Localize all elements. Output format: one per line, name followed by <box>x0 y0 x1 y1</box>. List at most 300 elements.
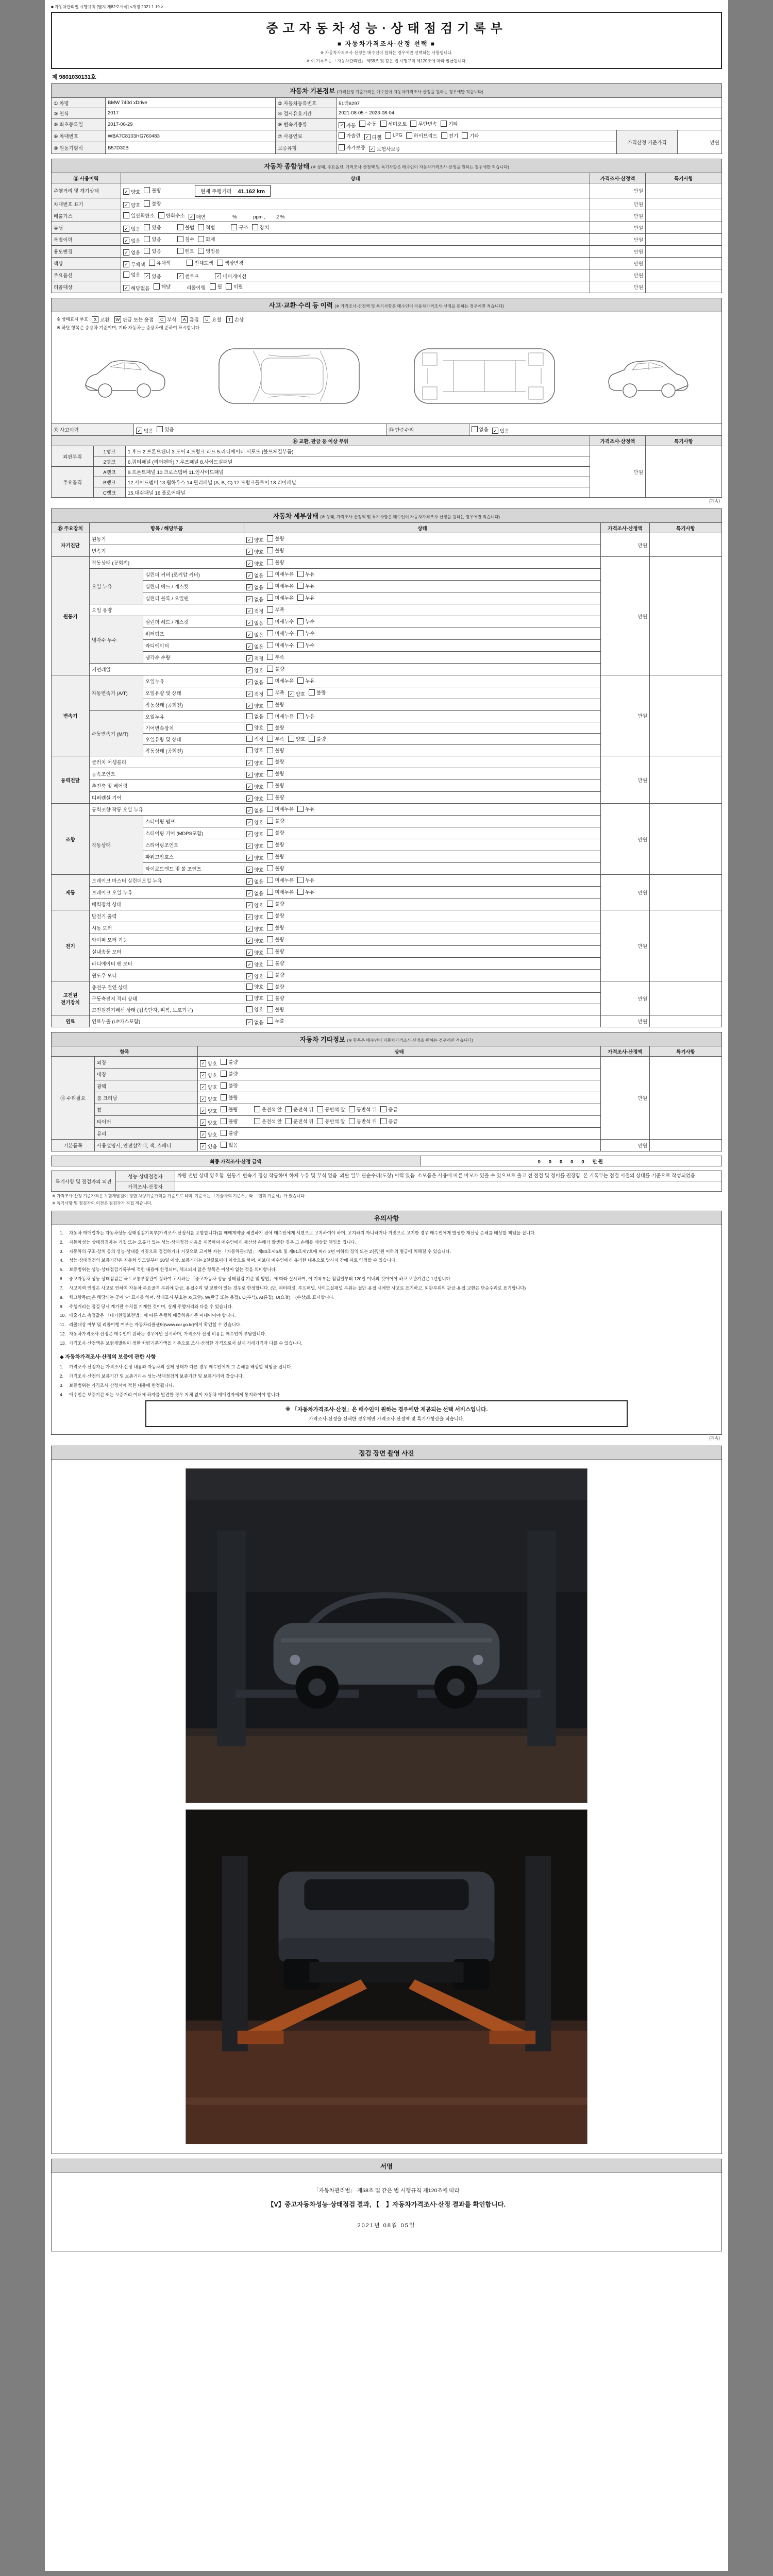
unchecked-checkbox[interactable] <box>246 713 253 719</box>
unchecked-checkbox[interactable] <box>267 770 273 776</box>
unchecked-checkbox[interactable] <box>267 936 273 942</box>
checkbox-option[interactable] <box>246 866 263 873</box>
checked-checkbox[interactable]: ✓ <box>246 537 253 543</box>
checkbox-option[interactable] <box>267 677 294 684</box>
checkbox-option[interactable] <box>123 249 140 256</box>
checkbox-option[interactable] <box>472 426 489 433</box>
unchecked-checkbox[interactable] <box>267 654 273 660</box>
checkbox-option[interactable] <box>198 235 215 243</box>
checkbox-option[interactable] <box>254 1117 282 1125</box>
checked-checkbox[interactable]: ✓ <box>200 1060 206 1066</box>
unchecked-checkbox[interactable] <box>297 642 304 648</box>
unchecked-checkbox[interactable] <box>267 677 273 684</box>
checkbox-option[interactable] <box>136 427 153 434</box>
unchecked-checkbox[interactable] <box>217 260 223 266</box>
unchecked-checkbox[interactable] <box>267 1006 273 1012</box>
unchecked-checkbox[interactable] <box>267 747 273 753</box>
checkbox-option[interactable] <box>246 994 263 1002</box>
unchecked-checkbox[interactable] <box>221 1130 227 1136</box>
checkbox-option[interactable] <box>380 1106 397 1113</box>
unchecked-checkbox[interactable] <box>297 583 304 589</box>
checkbox-option[interactable] <box>200 1143 217 1150</box>
checkbox-option[interactable] <box>297 677 314 684</box>
checkbox-option[interactable] <box>297 594 314 601</box>
checkbox-option[interactable] <box>221 1141 238 1148</box>
unchecked-checkbox[interactable] <box>246 724 253 731</box>
checkbox-option[interactable] <box>154 283 171 290</box>
unchecked-checkbox[interactable] <box>309 736 315 742</box>
checkbox-option[interactable] <box>210 283 222 290</box>
checked-checkbox[interactable]: ✓ <box>246 572 253 579</box>
checked-checkbox[interactable]: ✓ <box>246 643 253 650</box>
unchecked-checkbox[interactable] <box>267 630 273 636</box>
unchecked-checkbox[interactable] <box>144 224 150 230</box>
unchecked-checkbox[interactable] <box>297 713 304 719</box>
checked-checkbox[interactable]: ✓ <box>246 914 253 920</box>
checkbox-option[interactable] <box>231 224 248 231</box>
unchecked-checkbox[interactable] <box>198 224 204 230</box>
checked-checkbox[interactable]: ✓ <box>246 795 253 802</box>
checked-checkbox[interactable]: ✓ <box>246 584 253 590</box>
checkbox-option[interactable] <box>267 735 284 742</box>
checkbox-option[interactable] <box>297 876 314 884</box>
unchecked-checkbox[interactable] <box>246 747 253 753</box>
checkbox-option[interactable] <box>226 283 243 290</box>
checkbox-option[interactable] <box>246 937 263 944</box>
checkbox-option[interactable] <box>267 1006 284 1013</box>
checkbox-option[interactable] <box>187 259 213 266</box>
checkbox-option[interactable] <box>246 655 263 662</box>
unchecked-checkbox[interactable] <box>297 889 304 895</box>
checkbox-option[interactable] <box>267 936 284 943</box>
checkbox-option[interactable] <box>285 1117 313 1125</box>
unchecked-checkbox[interactable] <box>267 559 273 565</box>
checkbox-option[interactable] <box>267 558 284 566</box>
checkbox-option[interactable] <box>144 247 161 255</box>
checked-checkbox[interactable]: ✓ <box>246 938 253 944</box>
checkbox-option[interactable] <box>158 212 185 219</box>
checked-checkbox[interactable]: ✓ <box>123 202 129 208</box>
checkbox-option[interactable] <box>267 747 284 754</box>
checkbox-option[interactable] <box>200 1095 217 1103</box>
checked-checkbox[interactable]: ✓ <box>200 1096 206 1102</box>
checkbox-option[interactable] <box>221 1082 238 1089</box>
checkbox-option[interactable] <box>267 570 294 578</box>
checkbox-option[interactable] <box>246 679 263 686</box>
checked-checkbox[interactable]: ✓ <box>246 855 253 861</box>
checked-checkbox[interactable]: ✓ <box>123 261 129 267</box>
checked-checkbox[interactable]: ✓ <box>215 273 221 279</box>
checkbox-option[interactable] <box>267 947 284 955</box>
checked-checkbox[interactable]: ✓ <box>246 807 253 814</box>
checked-checkbox[interactable]: ✓ <box>369 146 375 152</box>
checked-checkbox[interactable]: ✓ <box>246 561 253 567</box>
checked-checkbox[interactable]: ✓ <box>246 549 253 555</box>
unchecked-checkbox[interactable] <box>267 972 273 978</box>
unchecked-checkbox[interactable] <box>267 758 273 765</box>
checked-checkbox[interactable]: ✓ <box>246 973 253 979</box>
checkbox-option[interactable] <box>246 902 263 909</box>
checkbox-option[interactable] <box>123 271 140 278</box>
unchecked-checkbox[interactable] <box>246 1006 253 1012</box>
checkbox-option[interactable] <box>267 876 294 884</box>
checkbox-option[interactable] <box>267 805 294 812</box>
checkbox-option[interactable] <box>267 653 284 660</box>
unchecked-checkbox[interactable] <box>254 1106 260 1112</box>
checkbox-option[interactable] <box>246 890 263 897</box>
checkbox-option[interactable] <box>246 961 263 968</box>
unchecked-checkbox[interactable] <box>246 984 253 990</box>
checkbox-option[interactable] <box>492 427 509 434</box>
unchecked-checkbox[interactable] <box>267 853 273 859</box>
checkbox-option[interactable] <box>123 284 150 292</box>
unchecked-checkbox[interactable] <box>221 1106 227 1112</box>
unchecked-checkbox[interactable] <box>297 877 304 883</box>
unchecked-checkbox[interactable] <box>380 1106 386 1112</box>
checkbox-option[interactable] <box>189 213 206 221</box>
unchecked-checkbox[interactable] <box>254 1118 260 1124</box>
checkbox-option[interactable] <box>339 132 361 139</box>
checkbox-option[interactable] <box>267 829 284 836</box>
unchecked-checkbox[interactable] <box>267 1018 273 1024</box>
checkbox-option[interactable] <box>441 132 458 139</box>
checkbox-option[interactable] <box>246 631 263 638</box>
unchecked-checkbox[interactable] <box>267 912 273 919</box>
checkbox-option[interactable] <box>309 689 326 696</box>
unchecked-checkbox[interactable] <box>267 724 273 731</box>
checked-checkbox[interactable]: ✓ <box>177 273 183 279</box>
checkbox-option[interactable] <box>215 273 246 280</box>
unchecked-checkbox[interactable] <box>221 1059 227 1065</box>
checkbox-option[interactable] <box>221 1070 238 1077</box>
unchecked-checkbox[interactable] <box>472 426 478 432</box>
unchecked-checkbox[interactable] <box>297 571 304 577</box>
checkbox-option[interactable] <box>349 1106 377 1113</box>
checkbox-option[interactable] <box>123 212 155 219</box>
unchecked-checkbox[interactable] <box>267 701 273 707</box>
checkbox-option[interactable] <box>177 224 194 231</box>
checkbox-option[interactable] <box>267 924 284 931</box>
checkbox-option[interactable] <box>200 1107 217 1114</box>
checkbox-option[interactable] <box>267 983 284 990</box>
checkbox-option[interactable] <box>144 187 161 194</box>
checkbox-option[interactable] <box>359 120 376 127</box>
unchecked-checkbox[interactable] <box>149 260 155 266</box>
checked-checkbox[interactable]: ✓ <box>123 249 129 256</box>
checkbox-option[interactable] <box>246 548 263 555</box>
checked-checkbox[interactable]: ✓ <box>246 691 253 697</box>
checkbox-option[interactable] <box>246 854 263 861</box>
unchecked-checkbox[interactable] <box>221 1094 227 1100</box>
checked-checkbox[interactable]: ✓ <box>123 189 129 195</box>
checked-checkbox[interactable]: ✓ <box>246 679 253 685</box>
unchecked-checkbox[interactable] <box>267 877 273 883</box>
unchecked-checkbox[interactable] <box>158 212 164 218</box>
checked-checkbox[interactable]: ✓ <box>246 961 253 968</box>
unchecked-checkbox[interactable] <box>221 1082 227 1089</box>
checkbox-option[interactable] <box>309 735 326 742</box>
checkbox-option[interactable] <box>267 793 284 801</box>
checkbox-option[interactable] <box>267 713 294 720</box>
checkbox-option[interactable] <box>267 841 284 848</box>
unchecked-checkbox[interactable] <box>226 283 232 290</box>
checkbox-option[interactable] <box>221 1106 238 1113</box>
checkbox-option[interactable] <box>246 584 263 591</box>
unchecked-checkbox[interactable] <box>339 144 345 150</box>
unchecked-checkbox[interactable] <box>317 1106 323 1112</box>
unchecked-checkbox[interactable] <box>157 426 163 432</box>
unchecked-checkbox[interactable] <box>267 794 273 800</box>
checkbox-option[interactable] <box>246 607 263 615</box>
checkbox-option[interactable] <box>200 1119 217 1126</box>
checkbox-option[interactable] <box>410 120 437 127</box>
checked-checkbox[interactable]: ✓ <box>144 273 150 279</box>
checkbox-option[interactable] <box>177 247 194 255</box>
unchecked-checkbox[interactable] <box>187 260 193 266</box>
unchecked-checkbox[interactable] <box>267 995 273 1001</box>
checkbox-option[interactable] <box>317 1106 345 1113</box>
checkbox-option[interactable] <box>267 1017 284 1024</box>
checkbox-option[interactable] <box>267 689 284 696</box>
checkbox-option[interactable] <box>267 900 284 907</box>
unchecked-checkbox[interactable] <box>267 889 273 895</box>
unchecked-checkbox[interactable] <box>177 236 183 242</box>
unchecked-checkbox[interactable] <box>267 948 273 954</box>
unchecked-checkbox[interactable] <box>406 132 412 139</box>
checked-checkbox[interactable]: ✓ <box>246 784 253 790</box>
checked-checkbox[interactable]: ✓ <box>246 843 253 849</box>
unchecked-checkbox[interactable] <box>285 1106 292 1112</box>
checkbox-option[interactable] <box>246 724 263 731</box>
checkbox-option[interactable] <box>297 888 314 895</box>
checked-checkbox[interactable]: ✓ <box>246 831 253 837</box>
checked-checkbox[interactable]: ✓ <box>246 772 253 778</box>
unchecked-checkbox[interactable] <box>297 595 304 601</box>
unchecked-checkbox[interactable] <box>462 132 468 139</box>
checked-checkbox[interactable]: ✓ <box>246 890 253 896</box>
checked-checkbox[interactable]: ✓ <box>136 428 142 434</box>
checkbox-option[interactable] <box>144 224 161 231</box>
unchecked-checkbox[interactable] <box>380 1118 386 1124</box>
unchecked-checkbox[interactable] <box>267 713 273 719</box>
checked-checkbox[interactable]: ✓ <box>200 1072 206 1078</box>
unchecked-checkbox[interactable] <box>339 132 345 139</box>
checkbox-option[interactable] <box>200 1083 217 1091</box>
checkbox-option[interactable] <box>123 201 140 209</box>
unchecked-checkbox[interactable] <box>221 1118 227 1124</box>
checked-checkbox[interactable]: ✓ <box>200 1131 206 1138</box>
unchecked-checkbox[interactable] <box>144 248 150 254</box>
unchecked-checkbox[interactable] <box>267 829 273 836</box>
checkbox-option[interactable] <box>267 782 284 789</box>
checked-checkbox[interactable]: ✓ <box>200 1084 206 1090</box>
checkbox-option[interactable] <box>144 235 161 243</box>
checkbox-option[interactable] <box>200 1060 217 1067</box>
checkbox-option[interactable] <box>288 735 305 742</box>
checked-checkbox[interactable]: ✓ <box>246 926 253 932</box>
checkbox-option[interactable] <box>297 582 314 589</box>
checkbox-option[interactable] <box>246 713 263 720</box>
checked-checkbox[interactable]: ✓ <box>246 902 253 908</box>
checked-checkbox[interactable]: ✓ <box>246 703 253 709</box>
checkbox-option[interactable] <box>267 594 294 601</box>
unchecked-checkbox[interactable] <box>317 1118 323 1124</box>
checked-checkbox[interactable]: ✓ <box>189 214 195 220</box>
checkbox-option[interactable] <box>123 225 140 232</box>
unchecked-checkbox[interactable] <box>267 642 273 648</box>
unchecked-checkbox[interactable] <box>349 1106 355 1112</box>
checkbox-option[interactable] <box>246 759 263 767</box>
checkbox-option[interactable] <box>288 690 305 698</box>
checked-checkbox[interactable]: ✓ <box>246 950 253 956</box>
checkbox-option[interactable] <box>267 971 284 978</box>
checkbox-option[interactable] <box>246 878 263 885</box>
checkbox-option[interactable] <box>349 1117 377 1125</box>
unchecked-checkbox[interactable] <box>123 212 129 218</box>
checkbox-option[interactable] <box>246 572 263 579</box>
checkbox-option[interactable] <box>217 259 244 266</box>
checked-checkbox[interactable]: ✓ <box>246 667 253 673</box>
checkbox-option[interactable] <box>246 771 263 778</box>
unchecked-checkbox[interactable] <box>177 224 183 230</box>
checkbox-option[interactable] <box>246 913 263 921</box>
unchecked-checkbox[interactable] <box>267 595 273 601</box>
checkbox-option[interactable] <box>246 560 263 567</box>
checked-checkbox[interactable]: ✓ <box>246 608 253 614</box>
unchecked-checkbox[interactable] <box>297 618 304 624</box>
checked-checkbox[interactable]: ✓ <box>246 760 253 766</box>
checkbox-option[interactable] <box>267 618 294 625</box>
checkbox-option[interactable] <box>297 618 314 625</box>
unchecked-checkbox[interactable] <box>267 535 273 541</box>
checkbox-option[interactable] <box>246 643 263 650</box>
checked-checkbox[interactable]: ✓ <box>246 878 253 885</box>
checkbox-option[interactable] <box>267 758 284 765</box>
unchecked-checkbox[interactable] <box>267 984 273 990</box>
checkbox-option[interactable] <box>144 273 161 280</box>
checkbox-option[interactable] <box>267 724 284 731</box>
checkbox-option[interactable] <box>198 247 220 255</box>
checkbox-option[interactable] <box>246 747 263 754</box>
checkbox-option[interactable] <box>297 641 314 649</box>
checkbox-option[interactable] <box>246 690 263 698</box>
unchecked-checkbox[interactable] <box>198 248 204 254</box>
checkbox-option[interactable] <box>246 596 263 603</box>
checkbox-option[interactable] <box>198 224 215 231</box>
checked-checkbox[interactable]: ✓ <box>246 596 253 602</box>
unchecked-checkbox[interactable] <box>267 841 273 848</box>
checkbox-option[interactable] <box>385 132 402 139</box>
checkbox-option[interactable] <box>380 1117 397 1125</box>
unchecked-checkbox[interactable] <box>267 960 273 966</box>
checkbox-option[interactable] <box>246 667 263 674</box>
checkbox-option[interactable] <box>254 1106 282 1113</box>
unchecked-checkbox[interactable] <box>267 583 273 589</box>
checkbox-option[interactable] <box>123 237 140 244</box>
checked-checkbox[interactable]: ✓ <box>123 238 129 244</box>
checkbox-option[interactable] <box>246 842 263 850</box>
checked-checkbox[interactable]: ✓ <box>364 134 371 140</box>
checked-checkbox[interactable]: ✓ <box>246 655 253 662</box>
unchecked-checkbox[interactable] <box>252 224 258 230</box>
unchecked-checkbox[interactable] <box>267 606 273 613</box>
checkbox-option[interactable] <box>267 701 284 708</box>
checkbox-option[interactable] <box>369 145 400 152</box>
checked-checkbox[interactable]: ✓ <box>246 1019 253 1025</box>
unchecked-checkbox[interactable] <box>297 677 304 684</box>
checkbox-option[interactable] <box>246 973 263 980</box>
checkbox-option[interactable] <box>246 619 263 626</box>
unchecked-checkbox[interactable] <box>246 995 253 1001</box>
checkbox-option[interactable] <box>267 630 294 637</box>
checkbox-option[interactable] <box>221 1094 238 1101</box>
checked-checkbox[interactable]: ✓ <box>246 620 253 626</box>
unchecked-checkbox[interactable] <box>441 132 447 139</box>
checked-checkbox[interactable]: ✓ <box>246 632 253 638</box>
unchecked-checkbox[interactable] <box>297 806 304 812</box>
checked-checkbox[interactable]: ✓ <box>200 1108 206 1114</box>
checkbox-option[interactable] <box>177 235 194 243</box>
checkbox-option[interactable] <box>267 994 284 1002</box>
unchecked-checkbox[interactable] <box>144 236 150 242</box>
checkbox-option[interactable] <box>285 1106 313 1113</box>
checkbox-option[interactable] <box>267 817 284 824</box>
checkbox-option[interactable] <box>221 1129 238 1137</box>
unchecked-checkbox[interactable] <box>123 272 129 278</box>
unchecked-checkbox[interactable] <box>267 818 273 824</box>
unchecked-checkbox[interactable] <box>288 736 294 742</box>
checkbox-option[interactable] <box>200 1131 217 1138</box>
checkbox-option[interactable] <box>157 426 174 433</box>
checked-checkbox[interactable]: ✓ <box>339 122 345 128</box>
unchecked-checkbox[interactable] <box>246 736 253 742</box>
checked-checkbox[interactable]: ✓ <box>246 819 253 825</box>
unchecked-checkbox[interactable] <box>154 283 160 290</box>
unchecked-checkbox[interactable] <box>267 924 273 930</box>
unchecked-checkbox[interactable] <box>144 187 150 193</box>
checkbox-option[interactable] <box>364 133 381 141</box>
checkbox-option[interactable] <box>246 1019 263 1026</box>
unchecked-checkbox[interactable] <box>267 806 273 812</box>
checkbox-option[interactable] <box>267 853 284 860</box>
unchecked-checkbox[interactable] <box>359 121 365 127</box>
unchecked-checkbox[interactable] <box>410 121 416 127</box>
checked-checkbox[interactable]: ✓ <box>200 1143 206 1149</box>
checkbox-option[interactable] <box>267 888 294 895</box>
unchecked-checkbox[interactable] <box>267 689 273 696</box>
checked-checkbox[interactable]: ✓ <box>288 691 294 697</box>
checkbox-option[interactable] <box>221 1058 238 1065</box>
unchecked-checkbox[interactable] <box>267 865 273 871</box>
unchecked-checkbox[interactable] <box>380 121 386 127</box>
checkbox-option[interactable] <box>462 132 479 139</box>
checkbox-option[interactable] <box>246 949 263 956</box>
checked-checkbox[interactable]: ✓ <box>200 1120 206 1126</box>
checkbox-option[interactable] <box>246 702 263 709</box>
unchecked-checkbox[interactable] <box>177 248 183 254</box>
checkbox-option[interactable] <box>380 120 407 127</box>
checkbox-option[interactable] <box>123 261 145 268</box>
unchecked-checkbox[interactable] <box>144 200 150 207</box>
unchecked-checkbox[interactable] <box>267 782 273 788</box>
checkbox-option[interactable] <box>267 959 284 967</box>
checkbox-option[interactable] <box>297 805 314 812</box>
unchecked-checkbox[interactable] <box>198 236 204 242</box>
unchecked-checkbox[interactable] <box>231 224 237 230</box>
checkbox-option[interactable] <box>144 200 161 207</box>
checkbox-option[interactable] <box>267 865 284 872</box>
unchecked-checkbox[interactable] <box>210 283 216 290</box>
